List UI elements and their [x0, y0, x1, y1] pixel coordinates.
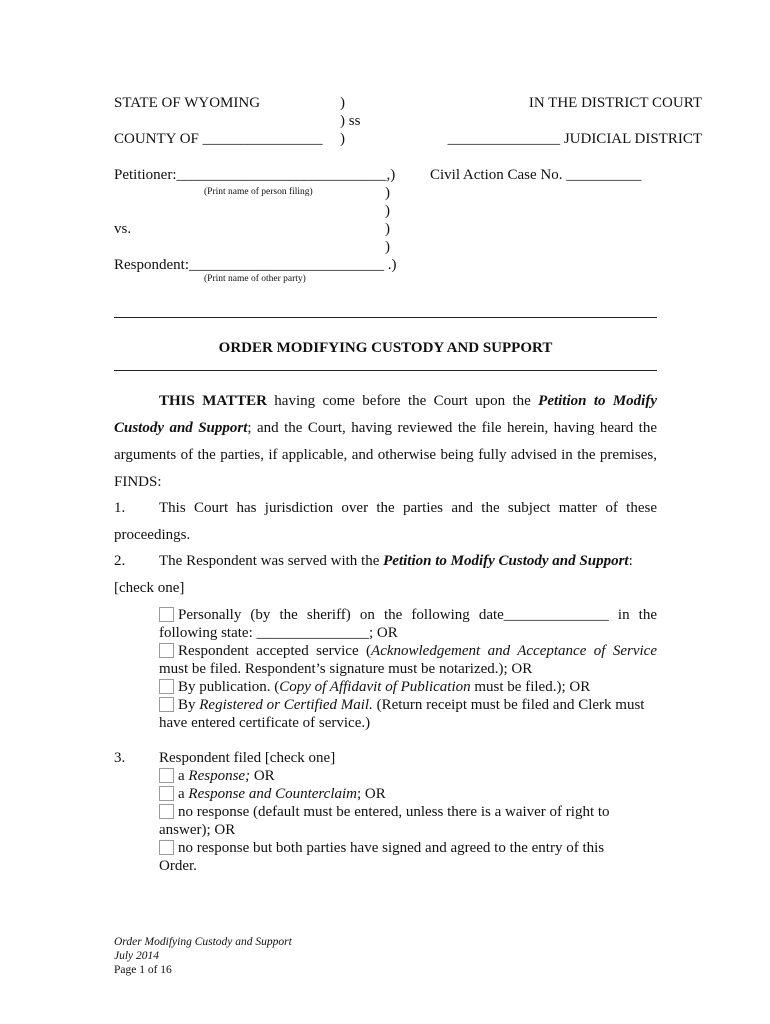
checkbox-certified-mail[interactable] [159, 697, 174, 712]
finding-2-line-2: [check one] [114, 580, 185, 596]
finding-3-line-1: Respondent filed [check one] [159, 750, 336, 766]
checkbox-no-response[interactable] [159, 804, 174, 819]
state-label: STATE OF WYOMING [114, 95, 261, 111]
filing-option-agreed-cont: Order. [159, 858, 197, 874]
checkbox-personal-service[interactable] [159, 607, 174, 622]
service-option-accepted: Respondent accepted service (Acknowledgement and Acceptance of Service [159, 643, 657, 660]
caption-paren: ) [385, 221, 390, 237]
ss-mark: ) ss [340, 113, 361, 129]
checkbox-publication[interactable] [159, 679, 174, 694]
intro-line-4: FINDS: [114, 474, 162, 490]
service-option-publication: By publication. (Copy of Affidavit of Publication must be filed.); OR [159, 679, 590, 696]
case-number-label: Civil Action Case No. __________ [430, 167, 642, 183]
filing-option-counterclaim: a Response and Counterclaim; OR [159, 786, 386, 803]
finding-2-number: 2. [114, 553, 126, 569]
intro-line-3: arguments of the parties, if applicable, and otherwise being fully advised in the premises, [114, 447, 657, 463]
intro-line-1: THIS MATTER having come before the Court upon the Petition to Modify [159, 393, 658, 409]
finding-1-number: 1. [114, 500, 126, 516]
checkbox-response[interactable] [159, 768, 174, 783]
finding-1-line-2: proceedings. [114, 527, 191, 543]
checkbox-agreed-order[interactable] [159, 840, 174, 855]
court-label: IN THE DISTRICT COURT [528, 95, 702, 111]
judicial-district-label: _______________ JUDICIAL DISTRICT [447, 131, 702, 147]
intro-lead: THIS MATTER [159, 393, 267, 409]
divider-top [114, 317, 657, 318]
divider-bottom [114, 370, 657, 371]
document-title: ORDER MODIFYING CUSTODY AND SUPPORT [218, 340, 553, 356]
service-option-mail-cont: have entered certificate of service.) [159, 715, 371, 731]
finding-1-line-1: This Court has jurisdiction over the parties and the subject matter of these [159, 500, 657, 516]
checkbox-accepted-service[interactable] [159, 643, 174, 658]
finding-3-number: 3. [114, 750, 126, 766]
filing-option-response: a Response; OR [159, 768, 275, 785]
footer-page-number: Page 1 of 16 [114, 964, 172, 976]
filing-option-agreed: no response but both parties have signed and agreed to the entry of this [159, 840, 604, 857]
service-option-accepted-cont: must be filed. Respondent’s signature must be notarized.); OR [159, 661, 533, 677]
filing-option-no-response-cont: answer); OR [159, 822, 236, 838]
petitioner-note: (Print name of person filing) [204, 187, 313, 197]
checkbox-counterclaim[interactable] [159, 786, 174, 801]
respondent-note: (Print name of other party) [204, 274, 306, 284]
petitioner-line: Petitioner:____________________________,) [114, 167, 396, 183]
caption-paren: ) [385, 239, 390, 255]
versus-label: vs. [114, 221, 132, 237]
caption-paren: ) [385, 185, 390, 201]
service-option-mail: By Registered or Certified Mail. (Return receipt must be filed and Clerk must [159, 697, 644, 714]
intro-line-2: Custody and Support; and the Court, having reviewed the file herein, having heard the [114, 420, 657, 436]
caption-paren: ) [340, 95, 345, 111]
county-label: COUNTY OF ________________ [114, 131, 323, 147]
filing-option-no-response: no response (default must be entered, unless there is a waiver of right to [159, 804, 610, 821]
footer-doc-title: Order Modifying Custody and Support [114, 936, 292, 948]
service-option-personal-cont: following state: _______________; OR [159, 625, 398, 641]
caption-paren: ) [340, 131, 345, 147]
respondent-line: Respondent:__________________________ .) [114, 257, 397, 273]
finding-2-line-1: The Respondent was served with the Petition to Modify Custody and Support: [159, 553, 633, 569]
footer-date: July 2014 [114, 950, 160, 962]
caption-paren: ) [385, 203, 390, 219]
service-option-personal: Personally (by the sheriff) on the following date______________ in the [159, 607, 657, 624]
